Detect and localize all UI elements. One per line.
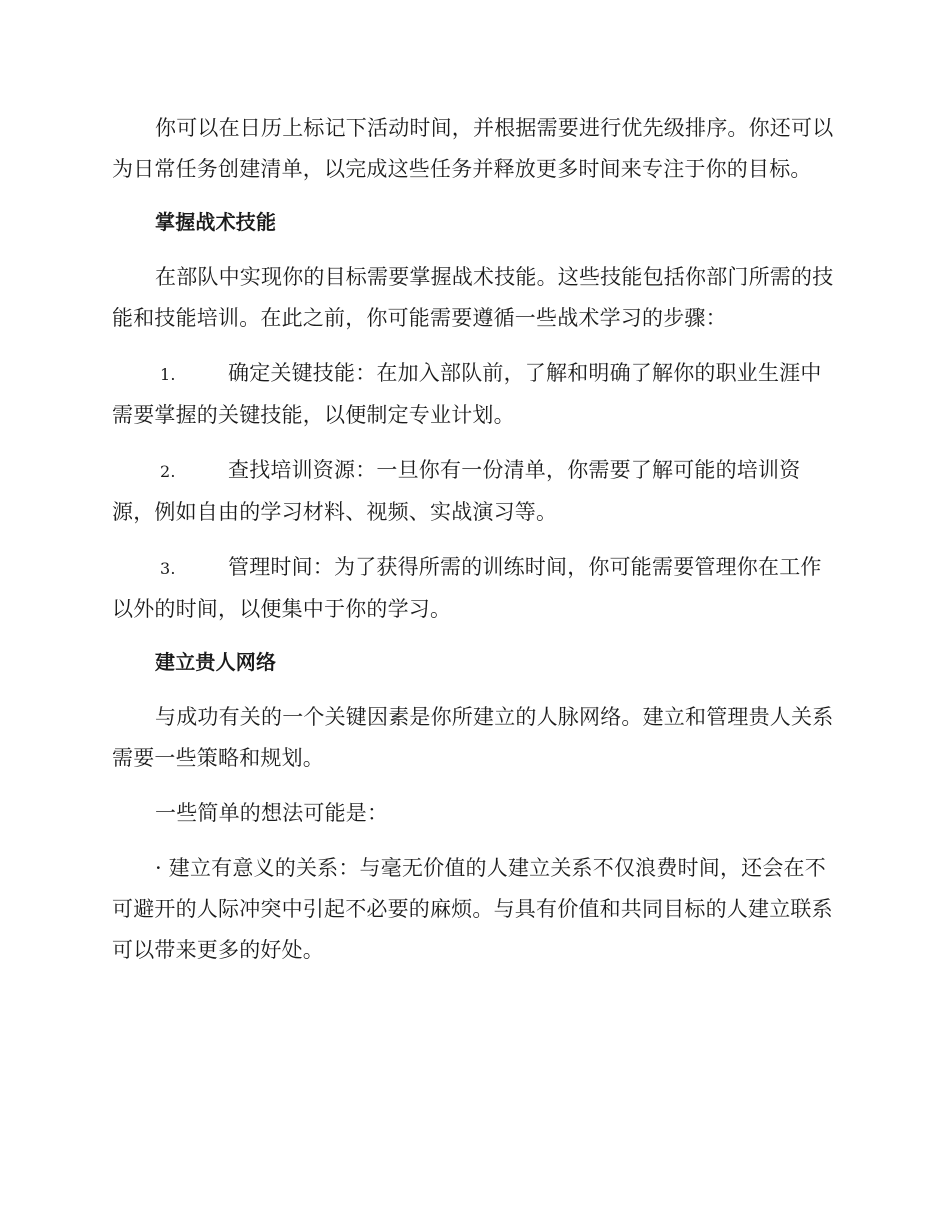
list-item-1 — [112, 353, 834, 436]
list-number: 1. — [160, 365, 176, 384]
bullet-item-meaningful-relations: · 建立有意义的关系：与毫无价值的人建立关系不仅浪费时间，还会在不可避开的人际冲突中引起不必要的麻烦。与具有价值和共同目标的人建立联系可以带来更多的好处。 — [112, 856, 833, 962]
heading-network: 建立贵人网络 — [155, 650, 277, 674]
list-number: 2. — [160, 462, 176, 481]
list-item-3 — [112, 547, 834, 630]
heading-tactical-skills: 掌握战术技能 — [155, 210, 277, 234]
paragraph-ideas: 一些简单的想法可能是： — [155, 801, 389, 825]
list-item-text: 管理时间：为了获得所需的训练时间，你可能需要管理你在工作以外的时间，以便集中于你的学习。 — [112, 555, 822, 621]
paragraph-calendar: 你可以在日历上标记下活动时间，并根据需要进行优先级排序。你还可以为日常任务创建清单，以完成这些任务并释放更多时间来专注于你的目标。 — [112, 116, 834, 181]
list-item-text: 查找培训资源：一旦你有一份清单，你需要了解可能的培训资源，例如自由的学习材料、视频、实战演习等。 — [112, 458, 801, 524]
list-number: 3. — [160, 559, 176, 578]
paragraph-tactical-intro: 在部队中实现你的目标需要掌握战术技能。这些技能包括你部门所需的技能和技能培训。在此之前，你可能需要遵循一些战术学习的步骤： — [112, 265, 834, 330]
paragraph-network-intro: 与成功有关的一个关键因素是你所建立的人脉网络。建立和管理贵人关系需要一些策略和规划。 — [112, 705, 834, 770]
document-page — [112, 108, 834, 971]
list-item-text: 确定关键技能：在加入部队前，了解和明确了解你的职业生涯中需要掌握的关键技能，以便制定专业计划。 — [112, 361, 822, 427]
list-item-2 — [112, 450, 834, 533]
